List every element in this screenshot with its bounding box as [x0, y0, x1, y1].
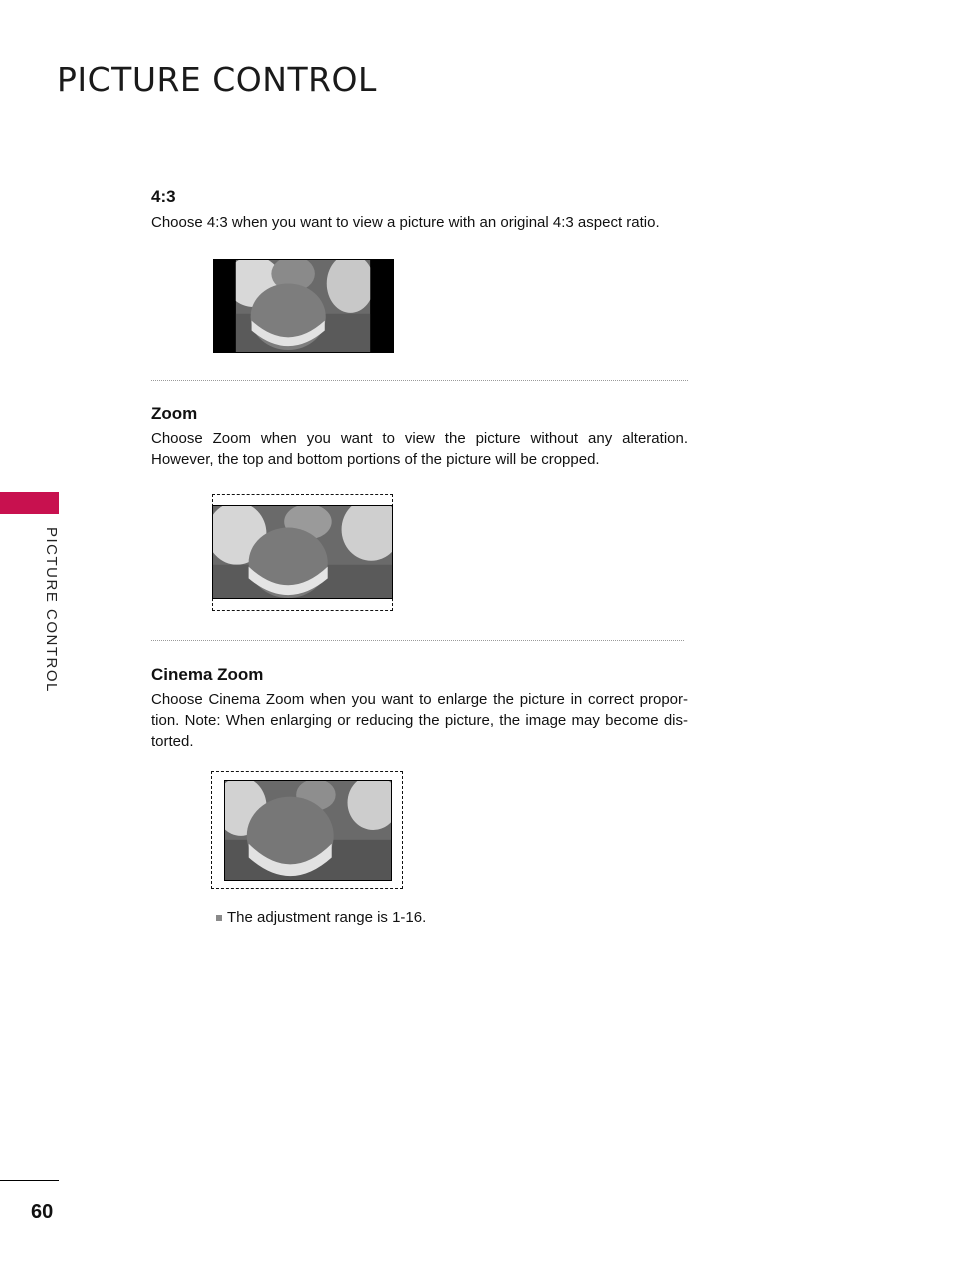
cinema-zoom-illustration [224, 780, 392, 881]
section-divider [151, 380, 688, 381]
balls-photo-cinema-zoom [225, 781, 391, 880]
note-text: The adjustment range is 1-16. [227, 909, 427, 926]
side-tab-marker [0, 492, 59, 514]
square-bullet-icon [216, 915, 222, 921]
section-heading-4-3: 4:3 [151, 187, 176, 206]
side-section-label: PICTURE CONTROL [43, 527, 60, 693]
section-body-cinema-zoom: Choose Cinema Zoom when you want to enlarge the picture in correct propor-tion. Note: When enlarging or reducing the picture, the image may become dis-torted. [151, 691, 688, 750]
section-heading-zoom: Zoom [151, 404, 198, 423]
aspect-4-3-illustration [213, 259, 394, 353]
section-heading-cinema-zoom: Cinema Zoom [151, 665, 264, 684]
page-title: PICTURE CONTROL [57, 60, 377, 99]
section-divider [151, 640, 684, 641]
section-body-zoom: Choose Zoom when you want to view the picture without any alteration. However, the top and bottom portions of the picture will be cropped. [151, 430, 688, 468]
balls-photo-4-3 [214, 260, 393, 352]
adjustment-range-note [216, 909, 426, 926]
page-number: 60 [31, 1201, 54, 1223]
zoom-illustration [212, 505, 393, 599]
footer-rule [0, 1180, 59, 1181]
section-body-4-3: Choose 4:3 when you want to view a picture with an original 4:3 aspect ratio. [151, 214, 660, 231]
balls-photo-zoom [213, 506, 392, 598]
